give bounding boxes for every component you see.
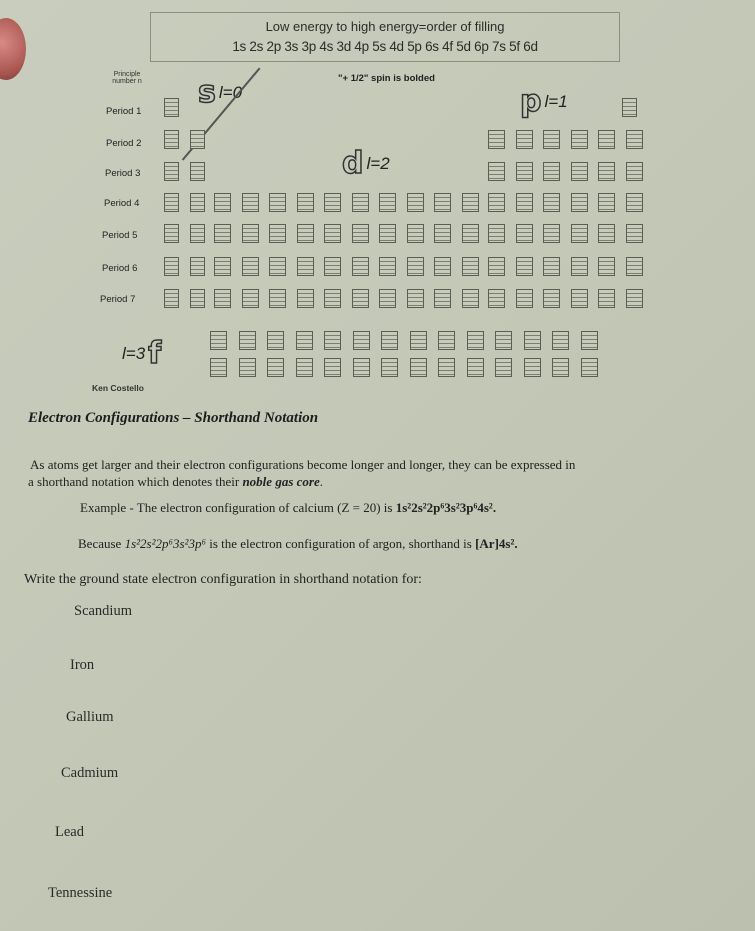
orbital-cell [164,289,179,308]
orbital-cell [434,193,451,212]
orbital-cell [269,224,286,243]
orbital-cell [296,358,313,377]
orbital-cell [242,224,259,243]
orbital-cell [598,162,615,181]
orbital-cell [571,162,588,181]
orbital-cell [571,224,588,243]
orbital-cell [381,331,398,350]
orbital-cell [324,257,341,276]
orbital-cell [352,193,369,212]
orbital-cell [552,331,569,350]
orbital-cell [324,289,341,308]
f-block-label [122,336,162,371]
orbital-cell [164,162,179,181]
orbital-cell [438,358,455,377]
because-line [78,536,518,552]
period-7-label: Period 7 [100,294,136,305]
instruction: Write the ground state electron configuration in shorthand notation for: [24,572,422,587]
orbital-cell [488,289,505,308]
orbital-cell [462,289,479,308]
orbital-cell [190,257,205,276]
orbital-cell [190,193,205,212]
orbital-cell [210,358,227,377]
orbital-cell [190,289,205,308]
orbital-cell [379,224,396,243]
orbital-cell [581,331,598,350]
orbital-cell [324,358,341,377]
orbital-cell [352,289,369,308]
filling-order-sequence: 1s 2s 2p 3s 3p 4s 3d 4p 5s 4d 5p 6s 4f 5d 6p 7s 5f 6d [232,39,538,54]
element-cadmium: Cadmium [61,765,119,781]
orbital-cell [214,257,231,276]
p-block-label [520,84,568,119]
orbital-cell [352,224,369,243]
orbital-cell [164,193,179,212]
period-6-label: Period 6 [102,263,138,274]
s-block-letter: s [198,75,216,110]
orbital-cell [324,193,341,212]
orbital-cell [552,358,569,377]
orbital-cell [269,257,286,276]
orbital-cell [462,193,479,212]
orbital-cell [379,193,396,212]
orbital-cell [407,289,424,308]
orbital-cell [488,162,505,181]
because-prefix: Because [78,536,125,551]
d-block-quantum: l=2 [366,154,390,173]
p-block-quantum: l=1 [544,92,568,111]
orbital-cell [598,130,615,149]
orbital-cell [488,193,505,212]
worksheet-heading: Electron Configurations – Shorthand Notation [28,410,319,426]
example-config: 1s²2s²2p⁶3s²3p⁶4s². [395,500,497,515]
d-block-label [342,146,390,181]
orbital-cell [462,224,479,243]
orbital-cell [488,257,505,276]
element-scandium: Scandium [74,603,132,619]
s-block-label [198,75,243,110]
orbital-cell [407,257,424,276]
orbital-cell [598,289,615,308]
filling-order-title: Low energy to high energy=order of filling [265,19,505,34]
orbital-cell [495,331,512,350]
f-block-quantum: l=3 [122,344,146,363]
orbital-cell [438,331,455,350]
because-middle: is the electron configuration of argon, shorthand is [205,536,476,551]
orbital-cell [626,257,643,276]
orbital-cell [543,257,560,276]
example-prefix: Example - The electron configuration of calcium (Z = 20) is [80,500,396,515]
orbital-cell [516,224,533,243]
d-block-letter: d [342,146,364,181]
credit: Ken Costello [92,383,144,393]
orbital-cell [571,257,588,276]
orbital-cell [543,193,560,212]
orbital-cell [239,331,256,350]
orbital-cell [214,224,231,243]
orbital-cell [190,224,205,243]
orbital-cell [269,289,286,308]
element-lead: Lead [55,824,84,840]
orbital-cell [626,162,643,181]
orbital-cell [598,193,615,212]
orbital-cell [297,224,314,243]
orbital-cell [571,289,588,308]
orbital-cell [488,130,505,149]
orbital-cell [495,358,512,377]
orbital-cell [164,257,179,276]
orbital-cell [379,257,396,276]
spin-note: "+ 1/2" spin is bolded [338,73,435,84]
orbital-cell [407,224,424,243]
orbital-cell [516,162,533,181]
orbital-cell [324,224,341,243]
period-1-label: Period 1 [106,106,142,117]
orbital-cell [353,331,370,350]
orbital-cell [214,289,231,308]
orbital-cell [352,257,369,276]
orbital-cell [581,358,598,377]
orbital-cell [467,358,484,377]
orbital-cell [297,193,314,212]
p-block-letter: p [520,84,542,119]
argon-shorthand: [Ar]4s². [475,536,518,551]
orbital-cell [434,289,451,308]
thumb [0,18,26,80]
orbital-cell [242,257,259,276]
orbital-cell [269,193,286,212]
orbital-cell [353,358,370,377]
orbital-cell [516,289,533,308]
orbital-cell [164,98,179,117]
principle-number-label: Principle number n [112,71,142,85]
orbital-cell [210,331,227,350]
orbital-cell [297,289,314,308]
orbital-cell [164,224,179,243]
intro-line-2-prefix: a shorthand notation which denotes their [28,474,243,489]
orbital-cell [379,289,396,308]
element-iron: Iron [70,657,95,673]
orbital-cell [543,162,560,181]
orbital-cell [239,358,256,377]
filling-order-box [150,12,620,62]
f-block-letter: f [148,336,162,371]
orbital-cell [242,193,259,212]
orbital-cell [467,331,484,350]
orbital-cell [598,257,615,276]
period-2-label: Period 2 [106,138,142,149]
intro-line-1: As atoms get larger and their electron configurations become longer and longer, they can be expressed in [30,457,576,472]
orbital-cell [626,289,643,308]
orbital-cell [407,193,424,212]
orbital-cell [488,224,505,243]
orbital-cell [622,98,637,117]
intro-line-2 [28,474,323,490]
orbital-cell [410,331,427,350]
orbital-cell [214,193,231,212]
orbital-cell [190,162,205,181]
orbital-cell [296,331,313,350]
orbital-cell [598,224,615,243]
example-line [80,500,496,516]
period-4-label: Period 4 [104,198,140,209]
argon-config: 1s²2s²2p⁶3s²3p⁶ [124,536,206,551]
orbital-cell [297,257,314,276]
orbital-cell [267,358,284,377]
s-block-quantum: l=0 [218,83,243,102]
element-gallium: Gallium [66,709,114,725]
orbital-cell [524,331,541,350]
orbital-cell [543,224,560,243]
orbital-cell [524,358,541,377]
orbital-cell [164,130,179,149]
intro-line-2-suffix: . [319,474,323,489]
orbital-cell [434,257,451,276]
orbital-cell [626,130,643,149]
orbital-cell [543,130,560,149]
orbital-cell [381,358,398,377]
period-5-label: Period 5 [102,230,138,241]
noble-gas-core-emphasis: noble gas core [242,474,320,489]
period-3-label: Period 3 [105,168,141,179]
orbital-cell [516,130,533,149]
orbital-cell [571,193,588,212]
orbital-cell [434,224,451,243]
orbital-cell [571,130,588,149]
orbital-cell [462,257,479,276]
orbital-cell [543,289,560,308]
element-tennessine: Tennessine [48,885,113,901]
orbital-cell [516,257,533,276]
orbital-cell [324,331,341,350]
orbital-cell [267,331,284,350]
orbital-cell [516,193,533,212]
orbital-cell [626,224,643,243]
orbital-cell [410,358,427,377]
orbital-cell [626,193,643,212]
orbital-cell [242,289,259,308]
orbital-cell [190,130,205,149]
